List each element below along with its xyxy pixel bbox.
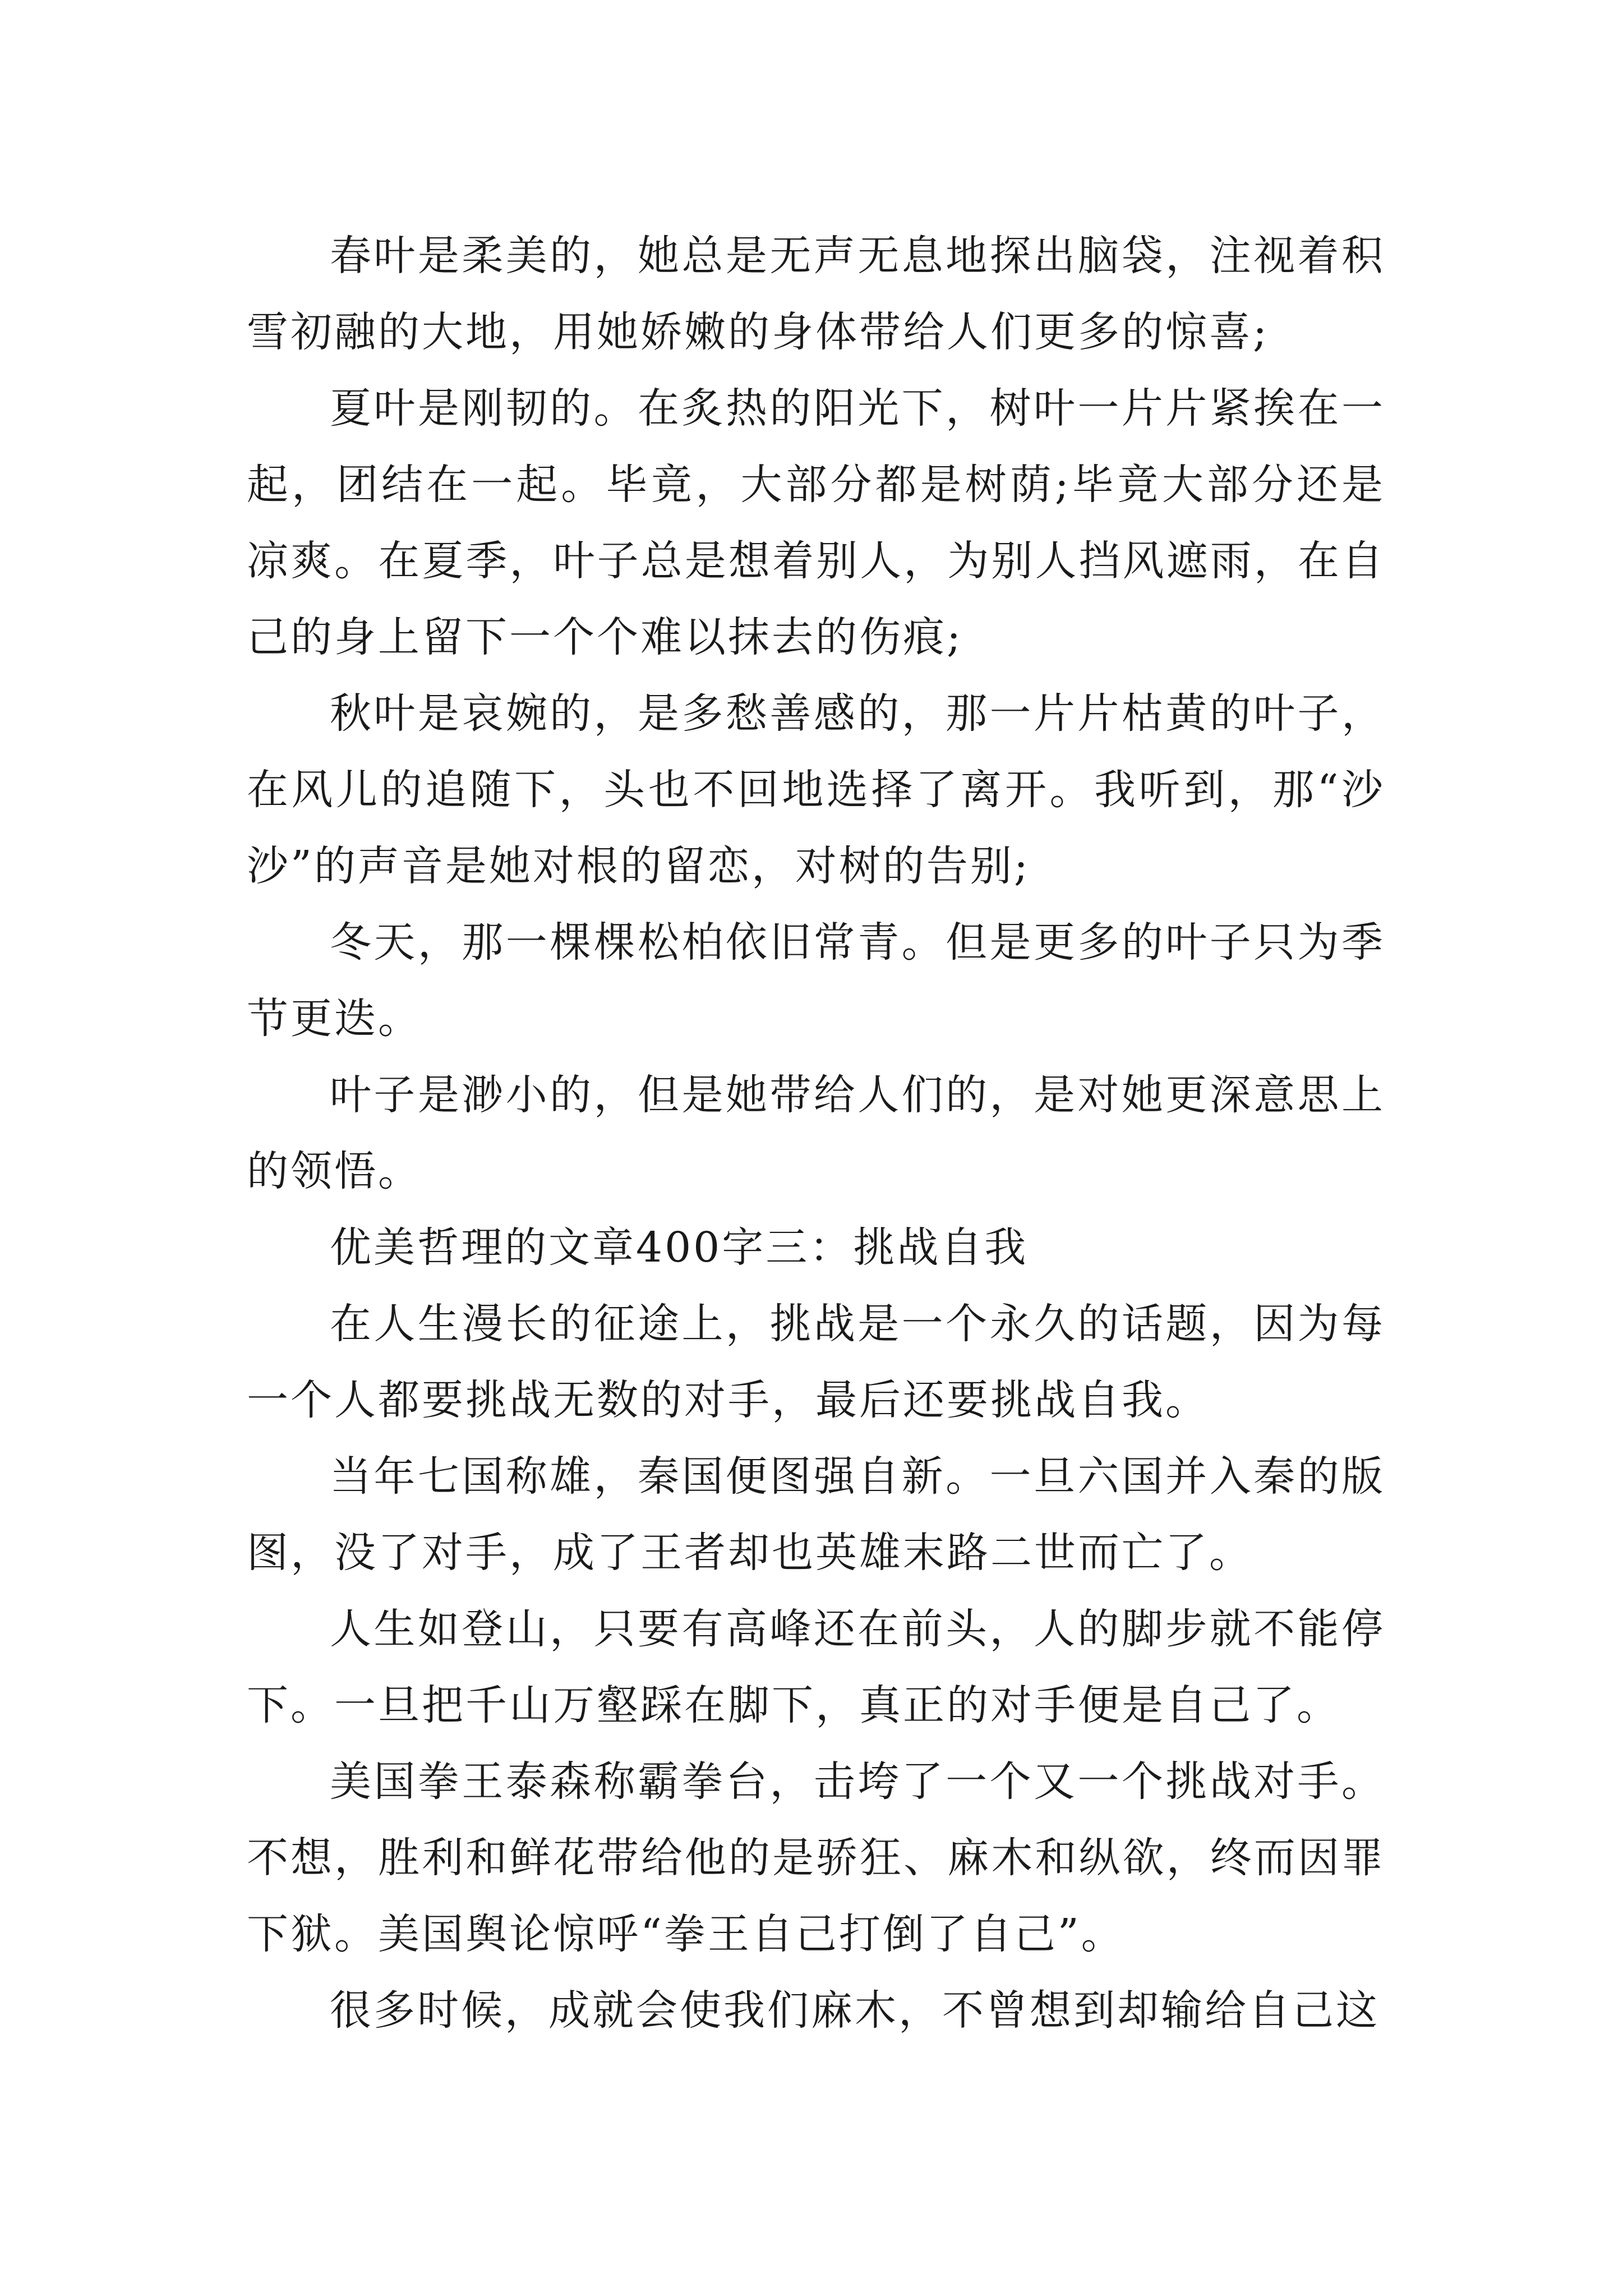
paragraph-tyson: 美国拳王泰森称霸拳台，击垮了一个又一个挑战对手。不想，胜利和鲜花带给他的是骄狂、麻木和纵欲，终而因罪下狱。美国舆论惊呼“拳王自己打倒了自己”。 [247,1757,1385,1958]
document-body [247,218,1385,2049]
paragraph-leaf-conclusion: 叶子是渺小的，但是她带给人们的，是对她更深意思上的领悟。 [247,1071,1385,1195]
paragraph-spring-leaf: 春叶是柔美的，她总是无声无息地探出脑袋，注视着积雪初融的大地，用她娇嫩的身体带给人们更多的惊喜; [247,232,1385,356]
paragraph-mountain: 人生如登山，只要有高峰还在前头，人的脚步就不能停下。一旦把千山万壑踩在脚下，真正的对手便是自己了。 [247,1605,1385,1729]
paragraph-summer-leaf: 夏叶是刚韧的。在炙热的阳光下，树叶一片片紧挨在一起，团结在一起。毕竟，大部分都是树荫;毕竟大部分还是凉爽。在夏季，叶子总是想着别人，为别人挡风遮雨，在自己的身上留下一个个难以抹去的伤痕; [247,384,1385,661]
paragraph-achievement: 很多时候，成就会使我们麻木，不曾想到却输给自己这 [330,1986,1380,2035]
paragraph-winter: 冬天，那一棵棵松柏依旧常青。但是更多的叶子只为季节更迭。 [247,918,1385,1043]
section-heading: 优美哲理的文章400字三：挑战自我 [330,1223,1029,1272]
paragraph-challenge-intro: 在人生漫长的征途上，挑战是一个永久的话题，因为每一个人都要挑战无数的对手，最后还要挑战自我。 [247,1300,1385,1424]
paragraph-qin: 当年七国称雄，秦国便图强自新。一旦六国并入秦的版图，没了对手，成了王者却也英雄末路二世而亡了。 [247,1452,1385,1577]
paragraph-autumn-leaf: 秋叶是哀婉的，是多愁善感的，那一片片枯黄的叶子，在风儿的追随下，头也不回地选择了离开。我听到，那“沙沙”的声音是她对根的留恋，对树的告别; [247,689,1385,890]
